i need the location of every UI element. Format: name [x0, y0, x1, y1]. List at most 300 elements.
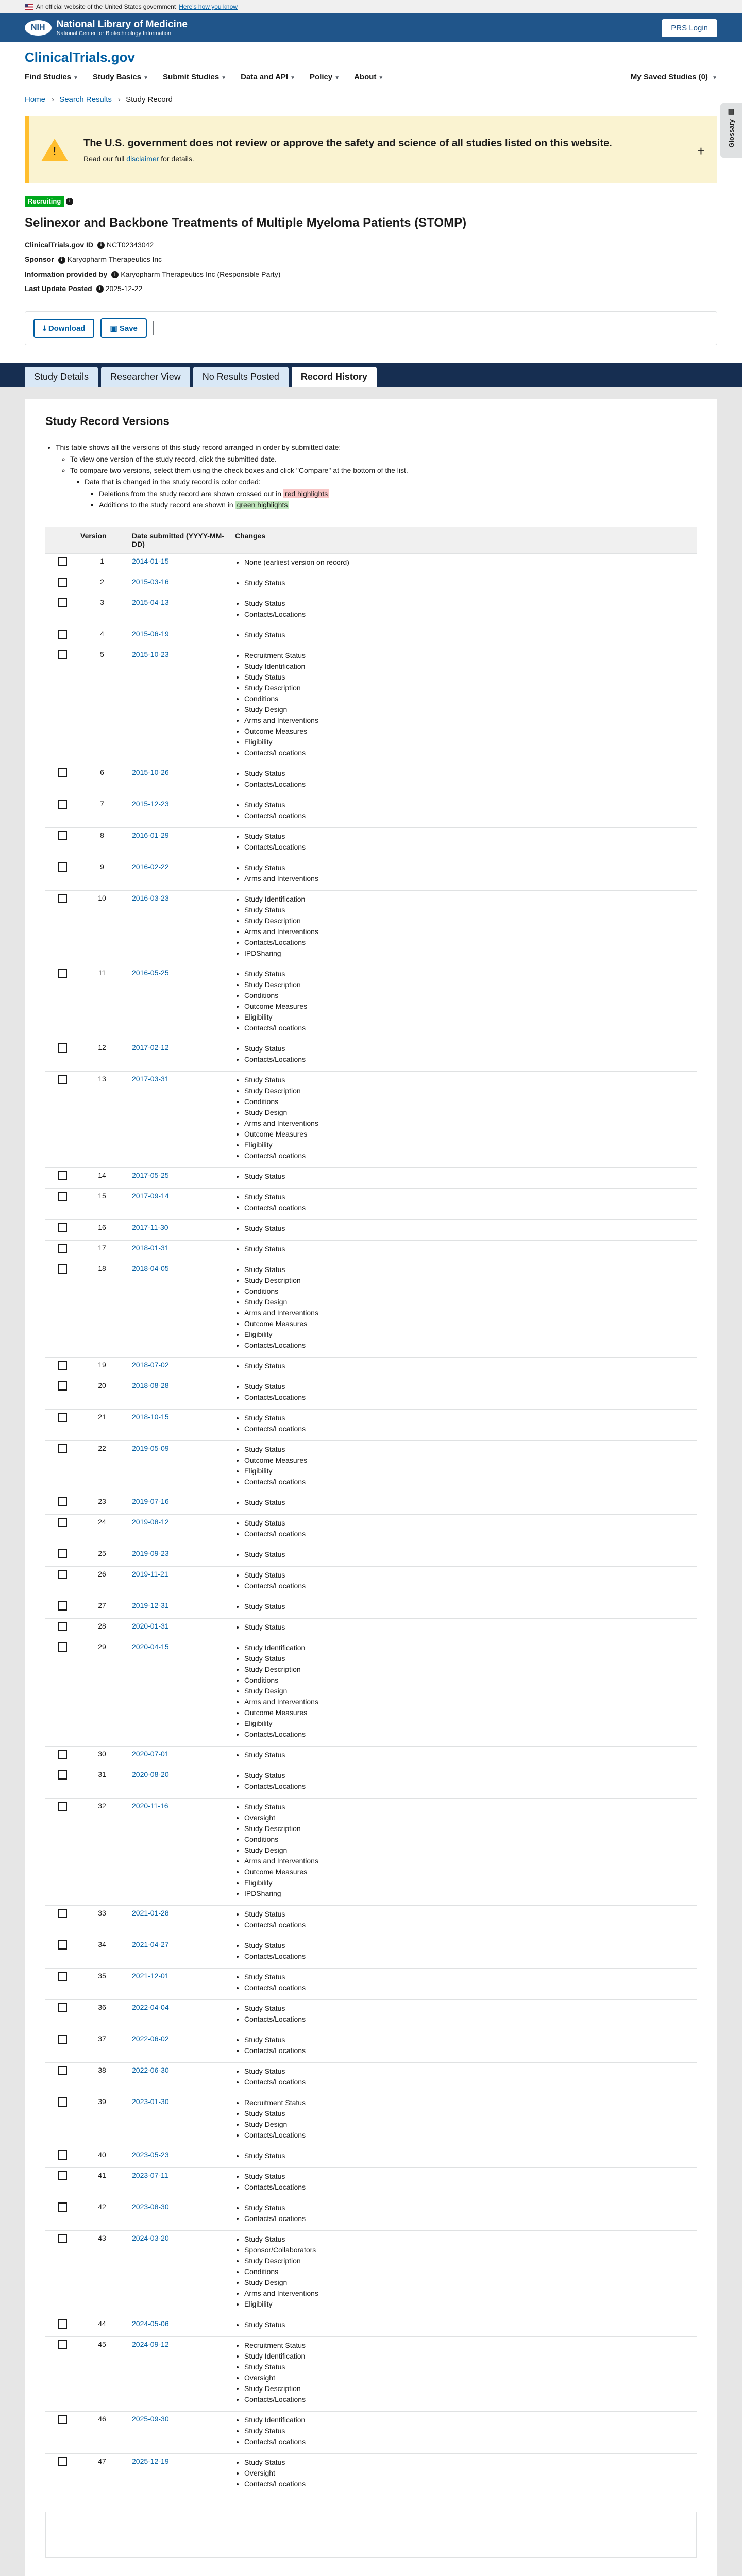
info-icon[interactable]: i	[97, 242, 105, 249]
version-date-link[interactable]: 2015-12-23	[132, 799, 169, 808]
version-date-link[interactable]: 2019-08-12	[132, 1517, 169, 1526]
version-number: 33	[76, 1905, 128, 1937]
change-item: • Sponsor/Collaborators	[244, 2245, 693, 2256]
version-checkbox[interactable]	[58, 557, 67, 566]
version-date-link[interactable]: 2021-04-27	[132, 1940, 169, 1948]
select-cell	[45, 1937, 76, 1968]
change-item: • Contacts/Locations	[244, 1340, 693, 1351]
version-checkbox[interactable]	[58, 2415, 67, 2424]
version-date-link[interactable]: 2018-08-28	[132, 1381, 169, 1389]
version-date-link[interactable]: 2020-08-20	[132, 1770, 169, 1778]
version-checkbox[interactable]	[58, 2171, 67, 2180]
changes-list	[235, 2415, 693, 2447]
select-cell	[45, 553, 76, 574]
select-cell	[45, 765, 76, 796]
info-icon[interactable]: i	[58, 257, 65, 264]
date-cell	[128, 2453, 231, 2496]
study-header	[0, 196, 742, 345]
change-item: • Study Status	[244, 2035, 693, 2045]
chevron-down-icon: ▼	[221, 75, 227, 81]
version-checkbox[interactable]	[58, 2457, 67, 2466]
changes-cell	[231, 859, 697, 890]
table-row	[45, 1261, 697, 1357]
select-cell	[45, 1219, 76, 1240]
version-number: 24	[76, 1514, 128, 1546]
version-date-link[interactable]: 2019-05-09	[132, 1444, 169, 1452]
change-item: • Study Status	[244, 1601, 693, 1612]
version-number: 14	[76, 1167, 128, 1188]
version-date-link[interactable]: 2023-07-11	[132, 2171, 168, 2179]
version-checkbox[interactable]	[58, 969, 67, 978]
version-number: 15	[76, 1188, 128, 1219]
version-number: 21	[76, 1409, 128, 1440]
version-checkbox[interactable]	[58, 1642, 67, 1652]
version-date-link[interactable]: 2022-06-30	[132, 2065, 169, 2074]
change-item: • Contacts/Locations	[244, 2436, 693, 2447]
version-checkbox[interactable]	[58, 1570, 67, 1579]
select-cell	[45, 1639, 76, 1746]
glossary-tab[interactable]	[720, 103, 742, 158]
version-checkbox[interactable]	[58, 1264, 67, 1274]
disclaimer-text: Read our full	[83, 154, 125, 163]
gov-banner-text: An official website of the United States government	[36, 3, 176, 10]
menu-item[interactable]	[354, 73, 383, 81]
changes-list	[235, 1444, 693, 1487]
version-checkbox[interactable]	[58, 2150, 67, 2160]
version-checkbox[interactable]	[58, 2097, 67, 2107]
version-date-link[interactable]: 2020-01-31	[132, 1621, 169, 1630]
table-row	[45, 765, 697, 796]
version-checkbox[interactable]	[58, 2035, 67, 2044]
menu-item-label: Find Studies	[25, 73, 71, 81]
date-cell	[128, 1767, 231, 1798]
menu-item[interactable]	[241, 73, 295, 81]
version-checkbox[interactable]	[58, 1622, 67, 1631]
change-item: • Study Status	[244, 2362, 693, 2372]
version-checkbox[interactable]	[58, 1223, 67, 1232]
expand-icon[interactable]: +	[697, 143, 705, 159]
date-cell	[128, 1546, 231, 1566]
select-cell	[45, 647, 76, 765]
version-date-link[interactable]: 2017-02-12	[132, 1043, 169, 1052]
change-item: • Outcome Measures	[244, 1318, 693, 1329]
changes-cell	[231, 2031, 697, 2062]
change-item: • Contacts/Locations	[244, 779, 693, 790]
date-cell	[128, 1357, 231, 1378]
version-date-link[interactable]: 2024-03-20	[132, 2233, 169, 2242]
tab-record-history[interactable]: Record History	[292, 367, 377, 387]
menu-item-label: Data and API	[241, 73, 289, 81]
changes-cell	[231, 1514, 697, 1546]
menu-item[interactable]	[163, 73, 226, 81]
version-checkbox[interactable]	[58, 1381, 67, 1391]
version-date-link[interactable]: 2018-04-05	[132, 1264, 169, 1273]
changes-list	[235, 1413, 693, 1434]
chevron-down-icon: ▼	[334, 75, 340, 81]
version-number: 10	[76, 890, 128, 965]
changes-cell	[231, 574, 697, 595]
version-checkbox[interactable]	[58, 894, 67, 903]
version-number: 25	[76, 1546, 128, 1566]
info-provided-value: Karyopharm Therapeutics Inc (Responsible Party)	[121, 269, 281, 278]
date-cell	[128, 1798, 231, 1905]
changes-list	[235, 2066, 693, 2088]
change-item: • Contacts/Locations	[244, 1982, 693, 1993]
changes-list	[235, 598, 693, 620]
version-checkbox[interactable]	[58, 630, 67, 639]
table-row	[45, 1566, 697, 1598]
version-checkbox[interactable]	[58, 1549, 67, 1558]
version-date-link[interactable]: 2015-10-26	[132, 768, 169, 776]
my-saved-studies-link[interactable]	[631, 73, 717, 81]
version-date-link[interactable]: 2018-07-02	[132, 1360, 169, 1369]
version-date-link[interactable]: 2020-07-01	[132, 1749, 169, 1758]
version-checkbox[interactable]	[58, 1075, 67, 1084]
version-date-link[interactable]: 2015-10-23	[132, 650, 169, 658]
select-cell	[45, 1167, 76, 1188]
version-date-link[interactable]: 2017-11-30	[132, 1223, 168, 1231]
changes-list	[235, 1642, 693, 1740]
id-value: NCT02343042	[107, 241, 154, 249]
version-date-link[interactable]: 2019-12-31	[132, 1601, 169, 1609]
version-date-link[interactable]: 2019-11-21	[132, 1569, 168, 1578]
version-date-link[interactable]: 2024-05-06	[132, 2319, 169, 2328]
changes-list	[235, 2171, 693, 2193]
changes-list	[235, 969, 693, 1033]
changes-cell	[231, 1968, 697, 1999]
version-date-link[interactable]: 2016-05-25	[132, 968, 169, 977]
change-item: • Study Status	[244, 1244, 693, 1255]
table-row	[45, 1440, 697, 1494]
version-checkbox[interactable]	[58, 1940, 67, 1950]
breadcrumb-home[interactable]: Home	[25, 95, 46, 104]
version-date-link[interactable]: 2017-03-31	[132, 1074, 169, 1083]
change-item: • Study Description	[244, 1823, 693, 1834]
change-item: • Arms and Interventions	[244, 1118, 693, 1129]
version-checkbox[interactable]	[58, 2340, 67, 2349]
change-item: • Study Status	[244, 768, 693, 779]
table-row	[45, 1409, 697, 1440]
nlm-logo[interactable]	[25, 19, 188, 37]
version-date-link[interactable]: 2020-11-16	[132, 1801, 168, 1810]
version-number: 12	[76, 1040, 128, 1071]
table-row	[45, 1040, 697, 1071]
change-item: • Study Status	[244, 598, 693, 609]
version-date-link[interactable]: 2017-09-14	[132, 1191, 169, 1200]
version-checkbox[interactable]	[58, 1444, 67, 1453]
changes-list	[235, 1043, 693, 1065]
version-date-link[interactable]: 2023-08-30	[132, 2202, 169, 2211]
version-date-link[interactable]: 2022-06-02	[132, 2034, 169, 2043]
changes-cell	[231, 553, 697, 574]
info-icon[interactable]: i	[96, 285, 104, 293]
menu-item-label: About	[354, 73, 377, 81]
change-item: • Outcome Measures	[244, 726, 693, 737]
change-item: • Arms and Interventions	[244, 2288, 693, 2299]
version-checkbox[interactable]	[58, 831, 67, 840]
change-item: • Oversight	[244, 2468, 693, 2479]
change-item: • Study Status	[244, 1549, 693, 1560]
changes-cell	[231, 1937, 697, 1968]
version-date-link[interactable]: 2025-09-30	[132, 2414, 169, 2423]
table-row	[45, 1219, 697, 1240]
version-checkbox[interactable]	[58, 1244, 67, 1253]
version-date-link[interactable]: 2020-04-15	[132, 1642, 169, 1651]
date-cell	[128, 890, 231, 965]
changes-list	[235, 1223, 693, 1234]
change-item: • Oversight	[244, 1812, 693, 1823]
date-cell	[128, 2199, 231, 2230]
menu-item[interactable]	[25, 73, 78, 81]
changes-cell	[231, 827, 697, 859]
version-checkbox[interactable]	[58, 2202, 67, 2212]
changes-list	[235, 1750, 693, 1760]
changes-cell	[231, 626, 697, 647]
history-instructions	[45, 442, 697, 511]
change-item: • None (earliest version on record)	[244, 557, 693, 568]
changes-list	[235, 1570, 693, 1591]
glossary-label: Glossary	[727, 119, 735, 148]
version-date-link[interactable]: 2019-09-23	[132, 1549, 169, 1557]
last-update-value: 2025-12-22	[105, 284, 143, 293]
version-number: 39	[76, 2094, 128, 2147]
change-item: • Study Identification	[244, 661, 693, 672]
version-checkbox[interactable]	[58, 2003, 67, 2012]
change-item: • Eligibility	[244, 1466, 693, 1477]
prs-login-button[interactable]: PRS Login	[662, 19, 717, 37]
version-date-link[interactable]: 2021-01-28	[132, 1908, 169, 1917]
breadcrumb-search[interactable]: Search Results	[59, 95, 112, 104]
change-item: • Study Design	[244, 1107, 693, 1118]
table-row	[45, 553, 697, 574]
select-cell	[45, 1767, 76, 1798]
changes-list	[235, 2319, 693, 2330]
version-checkbox[interactable]	[58, 578, 67, 587]
version-checkbox[interactable]	[58, 1770, 67, 1780]
change-item: • Study Status	[244, 969, 693, 979]
version-number: 3	[76, 595, 128, 626]
disclaimer-link[interactable]: disclaimer	[126, 154, 159, 163]
change-item: • Conditions	[244, 1675, 693, 1686]
changes-list	[235, 1770, 693, 1792]
version-checkbox[interactable]	[58, 800, 67, 809]
version-date-link[interactable]: 2022-04-04	[132, 2003, 169, 2011]
versions-table	[45, 527, 697, 2496]
change-item: • Contacts/Locations	[244, 2077, 693, 2088]
change-item: • Conditions	[244, 1834, 693, 1845]
table-row	[45, 2062, 697, 2094]
changes-list	[235, 1972, 693, 1993]
version-date-link[interactable]: 2015-04-13	[132, 598, 169, 606]
date-cell	[128, 1514, 231, 1546]
version-date-link[interactable]: 2018-10-15	[132, 1412, 169, 1421]
date-cell	[128, 859, 231, 890]
version-checkbox[interactable]	[58, 1361, 67, 1370]
change-item: • Eligibility	[244, 737, 693, 748]
menu-item-label: Submit Studies	[163, 73, 220, 81]
select-cell	[45, 827, 76, 859]
changes-cell	[231, 2094, 697, 2147]
version-number: 17	[76, 1240, 128, 1261]
save-button[interactable]	[100, 318, 146, 338]
date-cell	[128, 2147, 231, 2167]
change-item: • Study Identification	[244, 2415, 693, 2426]
version-date-link[interactable]: 2015-03-16	[132, 577, 169, 586]
select-cell	[45, 1440, 76, 1494]
changes-cell	[231, 2167, 697, 2199]
disclaimer-text-suffix: for details.	[161, 154, 194, 163]
change-item: • Study Status	[244, 630, 693, 640]
changes-list	[235, 1549, 693, 1560]
change-item: • Study Design	[244, 704, 693, 715]
version-number: 27	[76, 1598, 128, 1618]
changes-cell	[231, 2199, 697, 2230]
changes-list	[235, 1497, 693, 1508]
changes-cell	[231, 1071, 697, 1167]
version-number: 38	[76, 2062, 128, 2094]
change-item: • Contacts/Locations	[244, 2045, 693, 2056]
version-checkbox[interactable]	[58, 2319, 67, 2329]
change-item: • Contacts/Locations	[244, 842, 693, 853]
change-item: • Contacts/Locations	[244, 1023, 693, 1033]
version-date-link[interactable]: 2016-02-22	[132, 862, 169, 871]
chevron-down-icon: ▼	[378, 75, 384, 81]
version-checkbox[interactable]	[58, 1601, 67, 1611]
change-item: • Study Description	[244, 2256, 693, 2266]
version-number: 35	[76, 1968, 128, 1999]
change-item: • Study Status	[244, 1750, 693, 1760]
changes-cell	[231, 1546, 697, 1566]
version-date-link[interactable]: 2023-01-30	[132, 2097, 169, 2106]
changes-list	[235, 862, 693, 884]
changes-list	[235, 894, 693, 959]
changes-list	[235, 1244, 693, 1255]
book-icon: ▤	[728, 107, 735, 115]
change-item: • Study Description	[244, 2383, 693, 2394]
version-checkbox[interactable]	[58, 1043, 67, 1053]
version-date-link[interactable]: 2014-01-15	[132, 556, 169, 565]
change-item: • Study Status	[244, 2319, 693, 2330]
version-date-link[interactable]: 2018-01-31	[132, 1243, 169, 1252]
tab-study-details[interactable]: Study Details	[25, 367, 98, 387]
change-item: • Study Status	[244, 1972, 693, 1982]
version-date-link[interactable]: 2023-05-23	[132, 2150, 169, 2159]
version-checkbox[interactable]	[58, 1192, 67, 1201]
table-row	[45, 574, 697, 595]
version-checkbox[interactable]	[58, 1909, 67, 1918]
date-cell	[128, 2230, 231, 2316]
download-button[interactable]	[33, 319, 94, 338]
info-icon[interactable]: i	[66, 198, 73, 205]
menu-item[interactable]	[310, 73, 340, 81]
changes-cell	[231, 2062, 697, 2094]
version-date-link[interactable]: 2017-05-25	[132, 1171, 169, 1179]
table-row	[45, 595, 697, 626]
version-checkbox[interactable]	[58, 2234, 67, 2243]
change-item: • Conditions	[244, 1286, 693, 1297]
menu-item-label: Policy	[310, 73, 333, 81]
version-checkbox[interactable]	[58, 2066, 67, 2075]
col-changes: Changes	[231, 527, 697, 554]
version-number: 46	[76, 2411, 128, 2453]
select-cell	[45, 796, 76, 827]
changes-list	[235, 1171, 693, 1182]
table-row	[45, 2336, 697, 2411]
site-logo[interactable]: ClinicalTrials.gov	[25, 49, 135, 65]
table-row	[45, 2094, 697, 2147]
table-row	[45, 859, 697, 890]
date-cell	[128, 1378, 231, 1409]
version-date-link[interactable]: 2016-01-29	[132, 831, 169, 839]
date-cell	[128, 1167, 231, 1188]
change-item: • Study Status	[244, 1361, 693, 1371]
compare-bar	[45, 2512, 697, 2558]
menu-item[interactable]	[93, 73, 148, 81]
tab-researcher-view[interactable]: Researcher View	[101, 367, 190, 387]
version-date-link[interactable]: 2025-12-19	[132, 2456, 169, 2465]
version-number: 29	[76, 1639, 128, 1746]
version-checkbox[interactable]	[58, 598, 67, 607]
version-checkbox[interactable]	[58, 768, 67, 777]
change-item: • Contacts/Locations	[244, 2394, 693, 2405]
version-date-link[interactable]: 2024-09-12	[132, 2340, 169, 2348]
version-checkbox[interactable]	[58, 1171, 67, 1180]
version-checkbox[interactable]	[58, 1802, 67, 1811]
select-cell	[45, 1409, 76, 1440]
change-item: • Arms and Interventions	[244, 1697, 693, 1707]
nlm-header	[0, 13, 742, 42]
last-update-label: Last Update Posted	[25, 284, 92, 293]
version-checkbox[interactable]	[58, 1750, 67, 1759]
table-row	[45, 1968, 697, 1999]
heres-how-link[interactable]: Here's how you know	[179, 3, 238, 10]
instruction-text: Deletions from the study record are shown crossed out in	[99, 489, 282, 498]
version-checkbox[interactable]	[58, 862, 67, 872]
disclaimer-title: The U.S. government does not review or approve the safety and science of all studies listed on this website.	[83, 137, 612, 149]
date-cell	[128, 1905, 231, 1937]
version-number: 44	[76, 2316, 128, 2336]
version-checkbox[interactable]	[58, 1518, 67, 1527]
version-date-link[interactable]: 2016-03-23	[132, 893, 169, 902]
change-item: • Contacts/Locations	[244, 1920, 693, 1930]
version-number: 32	[76, 1798, 128, 1905]
select-cell	[45, 1514, 76, 1546]
content-area	[0, 387, 742, 2576]
changes-cell	[231, 2316, 697, 2336]
change-item: • Arms and Interventions	[244, 926, 693, 937]
date-cell	[128, 2062, 231, 2094]
change-item: • Study Status	[244, 1075, 693, 1086]
info-icon[interactable]: i	[111, 271, 119, 278]
version-date-link[interactable]: 2015-06-19	[132, 629, 169, 638]
change-item: • Study Status	[244, 672, 693, 683]
change-item: • Conditions	[244, 1096, 693, 1107]
change-item: • Study Status	[244, 1381, 693, 1392]
table-row	[45, 1071, 697, 1167]
version-checkbox[interactable]	[58, 1413, 67, 1422]
tab-no-results-posted[interactable]: No Results Posted	[193, 367, 289, 387]
version-checkbox[interactable]	[58, 1497, 67, 1506]
version-date-link[interactable]: 2019-07-16	[132, 1497, 169, 1505]
version-number: 42	[76, 2199, 128, 2230]
version-date-link[interactable]: 2021-12-01	[132, 1971, 169, 1980]
changes-list	[235, 1264, 693, 1351]
change-item: • Arms and Interventions	[244, 715, 693, 726]
version-checkbox[interactable]	[58, 1972, 67, 1981]
table-row	[45, 1188, 697, 1219]
change-item: • Contacts/Locations	[244, 1423, 693, 1434]
version-checkbox[interactable]	[58, 650, 67, 659]
